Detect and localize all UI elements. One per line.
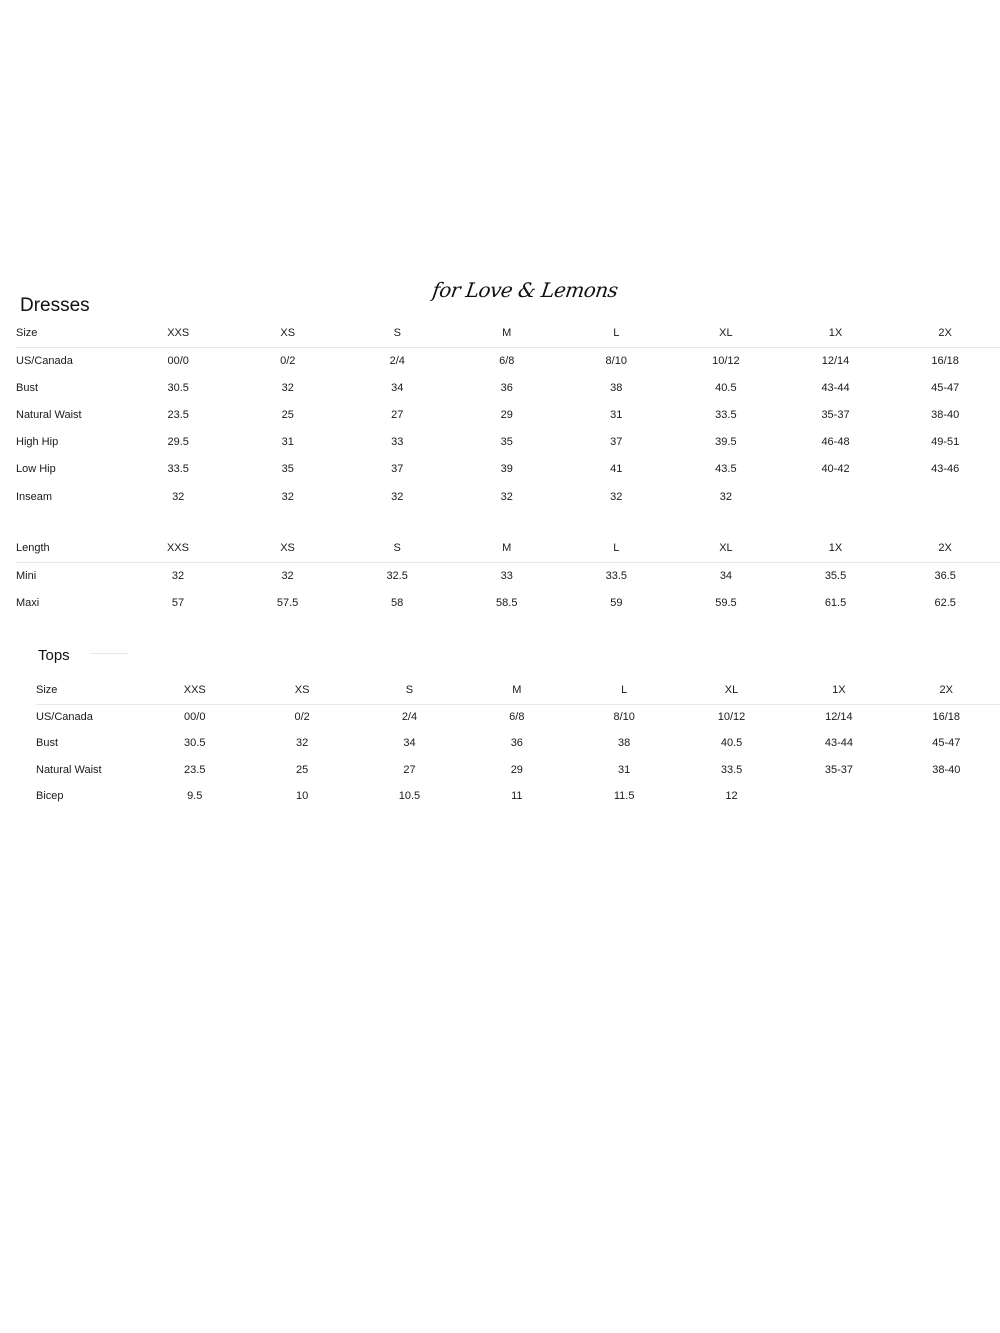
column-header: 1X <box>781 535 891 562</box>
table-cell: 35 <box>500 436 513 449</box>
column-header: 1X <box>781 320 891 347</box>
table-cell: 6/8 <box>509 711 525 724</box>
column-header: M <box>452 535 562 562</box>
table-cell: 40-42 <box>821 463 850 476</box>
column-header: XS <box>233 535 343 562</box>
table-row <box>16 401 1000 428</box>
table-row <box>16 374 1000 401</box>
table-cell: 35 <box>281 463 294 476</box>
table-cell: 32 <box>171 569 185 582</box>
row-label: Bicep <box>36 790 64 803</box>
table-cell: 29 <box>510 763 523 776</box>
table-cell: 38 <box>618 737 631 750</box>
row-label: Maxi <box>16 596 40 609</box>
row-label: Natural Waist <box>36 763 102 776</box>
row-label: Bust <box>16 381 39 394</box>
table-cell: 33.5 <box>605 569 628 582</box>
table-cell: 31 <box>618 763 631 776</box>
column-header: 2X <box>890 320 1000 347</box>
table-row <box>16 562 1000 589</box>
table-header-row <box>36 677 1000 704</box>
table-cell: 34 <box>391 381 404 394</box>
table-cell: 10/12 <box>717 711 746 724</box>
table-cell: 39 <box>500 463 513 476</box>
table-cell: 32 <box>281 381 294 394</box>
brand-logo: for Love & Lemons <box>430 278 620 302</box>
table-cell: 31 <box>610 408 623 421</box>
table-cell: 38 <box>610 381 623 394</box>
table-cell: 58 <box>391 596 404 609</box>
column-header: 1X <box>785 677 892 704</box>
table-cell: 32 <box>610 490 623 503</box>
column-header: XXS <box>141 677 248 704</box>
table-cell: 43.5 <box>715 463 737 476</box>
table-cell <box>781 483 891 510</box>
column-header: 2X <box>890 535 1000 562</box>
column-header: 2X <box>893 677 1000 704</box>
table-cell: 0/2 <box>280 354 296 367</box>
table-cell: 10.5 <box>398 790 421 803</box>
table-row <box>16 456 1000 483</box>
table-cell: 32 <box>281 490 294 503</box>
table-cell: 25 <box>281 408 294 421</box>
column-header-label: Length <box>16 535 123 562</box>
table-cell: 43-46 <box>931 463 960 476</box>
table-row <box>16 429 1000 456</box>
table-cell: 40.5 <box>715 381 737 394</box>
table-cell <box>785 783 892 809</box>
row-label: Natural Waist <box>16 408 82 421</box>
table-cell: 00/0 <box>167 354 189 367</box>
dresses-title: Dresses <box>20 295 90 316</box>
table-cell: 46-48 <box>821 436 850 449</box>
table-cell: 45-47 <box>932 737 961 750</box>
table-cell: 9.5 <box>187 790 203 803</box>
table-cell: 34 <box>403 737 416 750</box>
table-cell: 38-40 <box>931 408 960 421</box>
table-cell: 45-47 <box>931 381 960 394</box>
table-cell: 2/4 <box>389 354 405 367</box>
table-row <box>16 483 1000 510</box>
table-cell <box>890 483 1000 510</box>
table-cell: 23.5 <box>167 408 189 421</box>
table-cell: 39.5 <box>715 436 737 449</box>
table-cell: 32 <box>172 490 185 503</box>
table-cell: 30.5 <box>167 381 189 394</box>
table-cell: 32 <box>391 490 404 503</box>
row-label: Bust <box>36 737 59 750</box>
table-cell: 8/10 <box>605 354 627 367</box>
table-cell: 33.5 <box>715 408 737 421</box>
table-cell: 27 <box>403 763 416 776</box>
table-cell: 32 <box>281 569 294 582</box>
dresses-size-table <box>16 320 1000 510</box>
table-cell: 37 <box>610 436 623 449</box>
table-cell: 33 <box>500 569 513 582</box>
table-row <box>16 347 1000 374</box>
dresses-length-table <box>16 535 1000 616</box>
table-row <box>36 704 1000 730</box>
column-header: XL <box>678 677 785 704</box>
table-cell: 62.5 <box>934 596 956 609</box>
table-cell: 00/0 <box>184 711 206 724</box>
table-cell: 11.5 <box>613 790 635 803</box>
column-header: XXS <box>123 535 233 562</box>
table-row <box>16 589 1000 616</box>
table-cell: 12/14 <box>825 711 853 724</box>
table-cell: 61.5 <box>824 596 847 609</box>
table-cell: 59.5 <box>715 596 737 609</box>
row-label: Mini <box>16 569 37 582</box>
table-cell: 57.5 <box>276 596 299 609</box>
table-cell: 38-40 <box>932 763 961 776</box>
column-header: M <box>452 320 562 347</box>
table-cell: 49-51 <box>931 436 960 449</box>
table-cell: 41 <box>610 463 623 476</box>
column-header-label: Size <box>36 677 141 704</box>
row-label: Inseam <box>16 490 53 503</box>
table-cell: 6/8 <box>499 354 515 367</box>
table-cell: 33.5 <box>720 763 743 776</box>
table-cell: 27 <box>391 408 404 421</box>
table-cell: 8/10 <box>613 711 635 724</box>
column-header: XS <box>248 677 355 704</box>
column-header: XL <box>671 535 781 562</box>
table-cell: 40.5 <box>720 737 743 750</box>
table-cell <box>893 783 1000 809</box>
row-label: US/Canada <box>16 354 73 367</box>
row-label: US/Canada <box>36 711 93 724</box>
row-label: Low Hip <box>16 463 56 476</box>
table-cell: 10 <box>295 790 309 803</box>
table-row <box>36 757 1000 783</box>
tops-title: Tops <box>38 647 70 664</box>
row-label: High Hip <box>16 436 59 449</box>
table-cell: 29 <box>500 408 513 421</box>
table-cell: 34 <box>719 569 733 582</box>
table-header-row <box>16 320 1000 347</box>
column-header: L <box>562 535 672 562</box>
table-header-row <box>16 535 1000 562</box>
tops-title-rule <box>90 653 128 654</box>
column-header: S <box>342 320 452 347</box>
table-cell: 37 <box>391 463 404 476</box>
table-cell: 30.5 <box>184 737 206 750</box>
table-cell: 12 <box>725 790 738 803</box>
table-cell: 31 <box>281 436 294 449</box>
table-cell: 33 <box>391 436 404 449</box>
column-header: XS <box>233 320 343 347</box>
table-cell: 32 <box>500 490 513 503</box>
tops-size-table <box>36 677 1000 809</box>
table-cell: 36 <box>500 381 513 394</box>
column-header: L <box>561 320 671 347</box>
table-cell: 2/4 <box>401 711 418 724</box>
table-cell: 35-37 <box>824 763 853 776</box>
column-header: S <box>342 535 452 562</box>
table-cell: 29.5 <box>167 436 189 449</box>
table-cell: 35.5 <box>824 569 847 582</box>
table-row <box>36 783 1000 809</box>
table-cell: 43-44 <box>824 737 853 750</box>
table-cell: 57 <box>171 596 185 609</box>
table-cell: 12/14 <box>821 354 850 367</box>
table-cell: 10/12 <box>712 354 740 367</box>
table-cell: 32 <box>719 490 732 503</box>
table-cell: 16/18 <box>932 711 961 724</box>
table-cell: 25 <box>295 763 309 776</box>
table-cell: 58.5 <box>496 596 518 609</box>
table-cell: 36 <box>510 737 523 750</box>
table-cell: 11 <box>511 790 523 803</box>
column-header: XL <box>671 320 781 347</box>
column-header-label: Size <box>16 320 123 347</box>
table-row <box>36 730 1000 756</box>
table-cell: 59 <box>610 596 623 609</box>
column-header: S <box>356 677 463 704</box>
column-header: XXS <box>123 320 233 347</box>
table-cell: 33.5 <box>167 463 189 476</box>
table-cell: 32 <box>295 737 309 750</box>
column-header: L <box>571 677 678 704</box>
table-cell: 32.5 <box>386 569 408 582</box>
table-cell: 23.5 <box>184 763 206 776</box>
table-cell: 35-37 <box>821 408 850 421</box>
table-cell: 36.5 <box>934 569 956 582</box>
table-cell: 43-44 <box>821 381 850 394</box>
column-header: M <box>463 677 570 704</box>
table-cell: 0/2 <box>294 711 310 724</box>
table-cell: 16/18 <box>931 354 959 367</box>
